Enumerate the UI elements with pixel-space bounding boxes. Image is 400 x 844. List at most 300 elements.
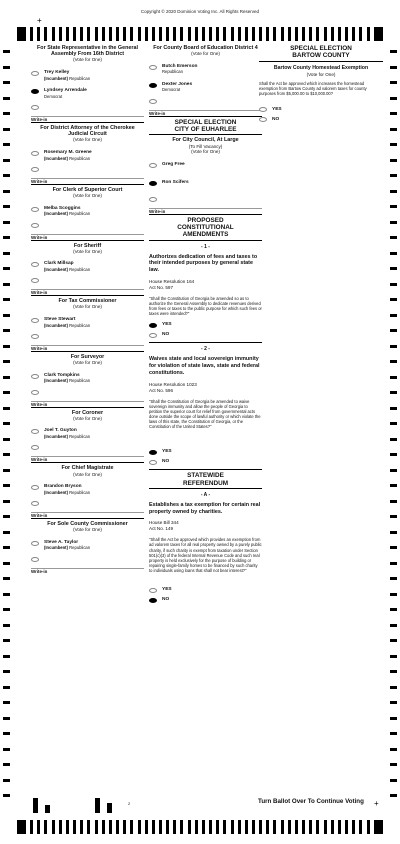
write-in-line[interactable] (31, 456, 144, 457)
vote-oval[interactable] (31, 105, 39, 110)
timing-mark (223, 820, 226, 834)
yes-label: YES (272, 106, 282, 112)
turn-over-instruction: Turn Ballot Over To Continue Voting (258, 798, 364, 805)
write-in-line[interactable] (31, 289, 144, 290)
timing-mark (73, 820, 76, 834)
vote-oval[interactable] (31, 262, 39, 267)
write-in-label: Write-in (149, 208, 166, 214)
timing-mark (3, 422, 10, 425)
timing-mark (3, 345, 10, 348)
candidate-option[interactable] (31, 536, 144, 554)
vote-oval[interactable] (259, 107, 267, 112)
timing-mark (44, 820, 47, 834)
timing-mark (359, 820, 362, 834)
candidate-option[interactable] (149, 176, 262, 194)
candidate-option[interactable] (31, 202, 144, 220)
timing-marks-bottom (17, 820, 383, 834)
party-label: Republican (69, 322, 91, 328)
special-election-heading (259, 43, 383, 62)
timing-mark (281, 27, 284, 41)
write-in-label: Write-in (31, 178, 48, 184)
timing-mark (390, 655, 397, 658)
write-in-option[interactable] (31, 387, 144, 407)
timing-mark (3, 205, 10, 208)
timing-mark (52, 820, 55, 834)
candidate-name: Lyndsey Arrendale (44, 87, 87, 93)
write-in-line[interactable] (31, 401, 144, 402)
timing-mark (266, 27, 269, 41)
timing-mark (188, 27, 191, 41)
incumbent-label: (Incumbent) (44, 75, 68, 81)
vote-oval[interactable] (149, 588, 157, 593)
timing-mark (338, 820, 341, 834)
vote-oval-marked[interactable] (149, 598, 157, 603)
contest-title: For Tax Commissioner (58, 298, 117, 305)
timing-mark (352, 27, 355, 41)
timing-mark (188, 820, 191, 834)
timing-mark (152, 27, 155, 41)
no-option[interactable] (149, 330, 262, 340)
no-label: NO (272, 116, 280, 122)
timing-mark (238, 820, 241, 834)
timing-mark (345, 820, 348, 834)
write-in-line[interactable] (31, 345, 144, 346)
timing-mark (87, 27, 90, 41)
timing-mark (3, 670, 10, 673)
contest-title: For Surveyor (70, 353, 105, 360)
timing-mark (316, 27, 319, 41)
timing-mark (245, 820, 248, 834)
no-label: NO (162, 332, 170, 338)
timing-mark (3, 66, 10, 69)
timing-mark (3, 407, 10, 410)
timing-mark (3, 267, 10, 270)
incumbent-label: (Incumbent) (44, 378, 68, 384)
timing-mark (37, 27, 40, 41)
candidate-option[interactable] (31, 146, 144, 164)
timing-mark (390, 748, 397, 751)
write-in-line[interactable] (31, 234, 144, 235)
timing-mark (3, 732, 10, 735)
timing-mark (390, 763, 397, 766)
no-option[interactable] (259, 115, 383, 125)
heading-line: SPECIAL ELECTION (174, 118, 237, 126)
timing-mark (390, 391, 397, 394)
vote-for-label: (Vote for One) (191, 51, 220, 57)
timing-mark (295, 27, 298, 41)
timing-mark (202, 820, 205, 834)
referendum-text: "Shall the Act be approved which provides an exemption from ad valorem taxes for all real property owned by a purely public charity, if such charity is exempt from taxation under Section 501(c)(3) of the federal Internal Revenue Code and such real property is held exclusively for the purpose of building or repairing single-family homes to be financed by such charity to individuals using loans that shall not bear interest?" (149, 537, 262, 573)
timing-mark (145, 820, 148, 834)
timing-mark (390, 159, 397, 162)
contest (31, 518, 144, 574)
contest-city-council (149, 116, 262, 214)
amendment-text: "Shall the Constitution of Georgia be amended to waive sovereign immunity and allow the people of Georgia to petition the superior court for relief from governmental acts done outside the scope of lawful authority or which violate the laws of this state, the Constitution of Georgia, or the Constitution of the United States?" (149, 398, 261, 430)
timing-mark (3, 252, 10, 255)
timing-mark (3, 190, 10, 193)
candidate-party (44, 156, 92, 161)
timing-mark (123, 27, 126, 41)
vote-oval-marked[interactable] (149, 323, 157, 328)
candidate-name: Brandon Bryson (44, 484, 82, 490)
write-in-option[interactable] (149, 96, 262, 116)
yes-label: YES (162, 449, 172, 455)
write-in-line[interactable] (31, 512, 144, 513)
timing-mark (3, 97, 10, 100)
timing-mark (3, 236, 10, 239)
timing-mark (390, 593, 397, 596)
timing-mark (309, 27, 312, 41)
candidate-name: Dexter Jones (162, 81, 193, 87)
timing-mark (390, 546, 397, 549)
timing-mark (3, 717, 10, 720)
timing-mark (17, 27, 26, 41)
timing-mark (390, 422, 397, 425)
candidate-name: Steve Stewart (44, 316, 76, 322)
timing-mark (390, 407, 397, 410)
candidate-party (44, 323, 90, 328)
vote-for-label: (Vote for One) (73, 137, 102, 143)
timing-mark (3, 221, 10, 224)
timing-mark (231, 27, 234, 41)
incumbent-label: (Incumbent) (44, 266, 68, 272)
contest-title: For State Representative in the General Assembly From 16th District (37, 45, 138, 58)
timing-mark (390, 562, 397, 565)
ballot-column-3 (259, 43, 383, 125)
timing-mark (324, 27, 327, 41)
timing-mark (390, 314, 397, 317)
amendment-title: Waives state and local sovereign immunity for violation of state laws, state and federal constitutions. (149, 356, 260, 376)
timing-mark (390, 205, 397, 208)
heading-line: CONSTITUTIONAL (177, 223, 234, 231)
vote-oval[interactable] (149, 460, 157, 465)
timing-mark (390, 531, 397, 534)
timing-mark (390, 283, 397, 286)
candidate-party (44, 545, 90, 550)
heading-line: REFERENDUM (182, 479, 229, 487)
write-in-line[interactable] (31, 178, 144, 179)
vote-for-label: (Vote for One) (73, 57, 102, 63)
vote-for-label: (Vote for One) (73, 193, 102, 199)
timing-mark (390, 500, 397, 503)
write-in-option[interactable] (149, 194, 262, 214)
timing-mark (390, 50, 397, 53)
write-in-option[interactable] (31, 220, 144, 240)
timing-mark (30, 820, 33, 834)
timing-mark (266, 820, 269, 834)
timing-mark (3, 779, 10, 782)
timing-mark (390, 484, 397, 487)
timing-mark (390, 469, 397, 472)
timing-mark (52, 27, 55, 41)
timing-mark (390, 438, 397, 441)
candidate-option[interactable] (31, 257, 144, 275)
vote-oval[interactable] (31, 485, 39, 490)
vote-oval[interactable] (31, 429, 39, 434)
ballot-column-1 (31, 43, 144, 574)
timing-mark (281, 820, 284, 834)
timing-mark (3, 391, 10, 394)
timing-mark (390, 732, 397, 735)
timing-mark (331, 820, 334, 834)
write-in-option[interactable] (31, 102, 144, 122)
amendment-number: - 2 - (201, 346, 210, 353)
timing-mark (109, 27, 112, 41)
timing-mark (3, 283, 10, 286)
vote-oval-marked[interactable] (149, 83, 157, 88)
yes-option[interactable] (149, 447, 262, 457)
timing-mark (374, 27, 383, 41)
candidate-option[interactable] (31, 84, 144, 102)
timing-mark (209, 820, 212, 834)
amendments-section (149, 214, 262, 468)
write-in-option[interactable] (31, 331, 144, 351)
heading-line: BARTOW COUNTY (292, 52, 350, 60)
write-in-label: Write-in (31, 568, 48, 574)
contest-title: For District Attorney of the Cherokee Judicial Circuit (40, 124, 135, 138)
party-label: Republican (69, 434, 91, 440)
vote-oval[interactable] (31, 390, 39, 395)
timing-mark (152, 820, 155, 834)
timing-mark (3, 593, 10, 596)
registration-cross-icon: + (374, 799, 379, 808)
timing-mark (45, 805, 50, 813)
contest (31, 122, 144, 184)
incumbent-label: (Incumbent) (44, 545, 68, 551)
timing-mark (390, 174, 397, 177)
timing-mark (3, 314, 10, 317)
write-in-line[interactable] (31, 568, 144, 569)
timing-mark (331, 27, 334, 41)
write-in-option[interactable] (31, 498, 144, 518)
timing-mark (180, 27, 183, 41)
candidate-name: Steve A. Taylor (44, 539, 79, 545)
bottom-timing-marks (33, 798, 119, 813)
vote-oval[interactable] (149, 65, 157, 70)
heading-line: STATEWIDE (187, 472, 224, 480)
heading-line: AMENDMENTS (182, 231, 229, 239)
timing-mark (390, 794, 397, 797)
write-in-option[interactable] (31, 275, 144, 295)
contest (31, 240, 144, 296)
vote-oval[interactable] (31, 71, 39, 76)
contest (31, 407, 144, 463)
candidate-name: Trey Kelley (44, 69, 70, 75)
candidate-name: Greg Free (162, 161, 185, 167)
vote-for-label: (Vote for One) (306, 71, 336, 77)
timing-mark (173, 820, 176, 834)
reference-line: Act No. 149 (149, 526, 174, 532)
timing-mark (80, 820, 83, 834)
no-option[interactable] (149, 595, 262, 605)
timing-mark (324, 820, 327, 834)
timing-mark (390, 221, 397, 224)
timing-mark (390, 577, 397, 580)
referendum-heading (149, 470, 262, 489)
vote-oval[interactable] (31, 501, 39, 506)
vote-oval[interactable] (149, 99, 157, 104)
vote-oval[interactable] (31, 334, 39, 339)
vote-for-label: (Vote for One) (73, 527, 102, 533)
write-in-label: Write-in (31, 116, 48, 122)
timing-mark (166, 27, 169, 41)
candidate-name: Joel T. Guyton (44, 428, 77, 434)
write-in-line[interactable] (31, 116, 144, 117)
yes-label: YES (162, 322, 172, 328)
timing-mark (390, 190, 397, 193)
write-in-label: Write-in (31, 513, 48, 519)
timing-mark (59, 27, 62, 41)
no-option[interactable] (149, 457, 262, 467)
timing-mark (3, 500, 10, 503)
candidate-name: Melba Scoggins (44, 205, 81, 211)
vote-oval[interactable] (31, 318, 39, 323)
candidate-party (44, 378, 90, 383)
timing-mark (390, 360, 397, 363)
vote-oval[interactable] (259, 117, 267, 122)
incumbent-label: (Incumbent) (44, 489, 68, 495)
timing-mark (3, 112, 10, 115)
timing-mark (223, 27, 226, 41)
question-text: Shall the Act be approved which increases the homestead exemption from Bartow County ad valorem taxes for county purposes from $5,000.00 to $10,000.00? (259, 81, 367, 97)
candidate-option[interactable] (31, 369, 144, 387)
timing-mark (3, 329, 10, 332)
candidate-option[interactable] (31, 313, 144, 331)
candidate-option[interactable] (149, 60, 262, 78)
statewide-referendum (149, 469, 262, 605)
vote-for-label: (Vote for One) (73, 304, 102, 310)
yes-option[interactable] (259, 105, 383, 115)
candidate-option[interactable] (149, 158, 262, 176)
party-label: Republican (69, 378, 91, 384)
timing-mark (66, 820, 69, 834)
vote-oval[interactable] (31, 541, 39, 546)
vote-oval[interactable] (149, 163, 157, 168)
timing-mark (390, 81, 397, 84)
reference-line: Act No. 597 (149, 284, 174, 290)
amendment-reference (149, 279, 262, 291)
write-in-option[interactable] (31, 442, 144, 462)
contest (31, 295, 144, 351)
yes-option[interactable] (149, 585, 262, 595)
timing-mark (3, 159, 10, 162)
vote-oval[interactable] (31, 557, 39, 562)
timing-mark (390, 515, 397, 518)
amendment-number: - 1 - (201, 243, 210, 250)
vote-for-label: (Vote for One) (73, 360, 102, 366)
timing-mark (180, 820, 183, 834)
timing-mark (95, 27, 98, 41)
timing-mark (316, 820, 319, 834)
write-in-option[interactable] (31, 554, 144, 574)
contest-subtitle: (To Fill Vacancy) (188, 143, 223, 149)
vote-oval[interactable] (31, 207, 39, 212)
candidate-party (44, 76, 90, 81)
vote-for-label: (Vote for One) (191, 149, 220, 155)
timing-mark (3, 562, 10, 565)
vote-oval-marked[interactable] (31, 89, 39, 94)
write-in-line[interactable] (149, 208, 262, 209)
candidate-option[interactable] (31, 66, 144, 84)
incumbent-label: (Incumbent) (44, 155, 68, 161)
vote-oval-marked[interactable] (149, 181, 157, 186)
timing-mark (130, 820, 133, 834)
timing-mark (390, 97, 397, 100)
candidate-name: Clark Tompkins (44, 372, 80, 378)
timing-mark (3, 469, 10, 472)
vote-oval[interactable] (149, 333, 157, 338)
timing-mark (345, 27, 348, 41)
timing-mark (17, 820, 26, 834)
timing-mark (259, 820, 262, 834)
timing-mark (3, 376, 10, 379)
referendum-title: Establishes a tax exemption for certain real property owned by charities. (149, 501, 261, 515)
vote-oval[interactable] (31, 223, 39, 228)
timing-mark (352, 820, 355, 834)
timing-mark (3, 794, 10, 797)
write-in-label: Write-in (149, 110, 166, 116)
candidate-party: Democrat (162, 87, 181, 93)
timing-mark (87, 820, 90, 834)
candidate-option[interactable] (31, 480, 144, 498)
timing-mark (30, 27, 33, 41)
timing-mark (3, 546, 10, 549)
vote-oval[interactable] (31, 278, 39, 283)
timing-mark (288, 820, 291, 834)
timing-mark (159, 820, 162, 834)
write-in-label: Write-in (31, 401, 48, 407)
vote-oval[interactable] (31, 374, 39, 379)
candidate-option[interactable] (31, 424, 144, 442)
amendment-2 (149, 342, 262, 467)
candidate-option[interactable] (149, 78, 262, 96)
write-in-line[interactable] (149, 110, 262, 111)
timing-mark (138, 27, 141, 41)
timing-mark (245, 27, 248, 41)
candidate-name: Rosemary M. Greene (44, 149, 92, 155)
vote-oval[interactable] (31, 167, 39, 172)
timing-mark (390, 143, 397, 146)
party-label: Republican (69, 545, 91, 551)
referendum-reference (149, 520, 262, 532)
contest (31, 462, 144, 518)
candidate-party (44, 94, 87, 99)
timing-mark (209, 27, 212, 41)
vote-oval[interactable] (31, 445, 39, 450)
vote-oval[interactable] (31, 151, 39, 156)
timing-mark (145, 27, 148, 41)
vote-oval-marked[interactable] (149, 450, 157, 455)
timing-mark (95, 798, 100, 813)
registration-cross-icon: + (37, 16, 42, 25)
timing-mark (95, 820, 98, 834)
vote-oval[interactable] (149, 197, 157, 202)
vote-for-label: (Vote for One) (73, 248, 102, 254)
timing-mark (159, 27, 162, 41)
timing-mark (195, 27, 198, 41)
timing-mark (338, 27, 341, 41)
timing-marks-top (17, 27, 383, 41)
timing-mark (173, 27, 176, 41)
timing-mark (231, 820, 234, 834)
timing-mark (107, 803, 112, 813)
ballot-column-2 (149, 43, 262, 605)
yes-option[interactable] (149, 320, 262, 330)
write-in-option[interactable] (31, 164, 144, 184)
party-label: Republican (69, 155, 91, 161)
contest-title: For Coroner (71, 409, 104, 416)
party-label: Republican (69, 489, 91, 495)
